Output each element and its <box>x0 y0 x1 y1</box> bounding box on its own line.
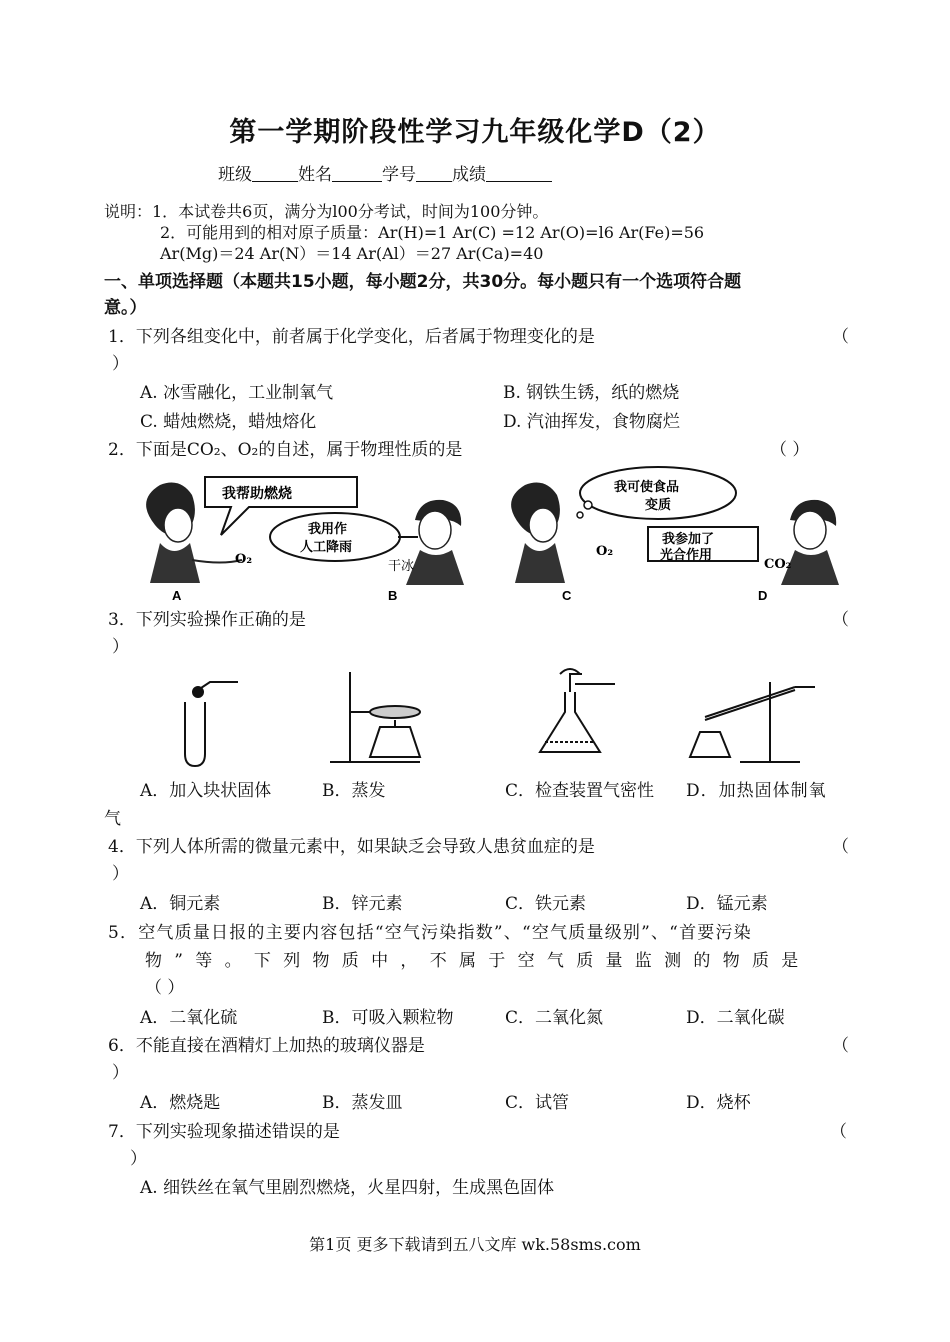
question-3-option-d-wrap: 气 <box>104 809 121 829</box>
question-1-option-d[interactable]: D. 汽油挥发，食物腐烂 <box>503 412 680 432</box>
bubble-b-text-2: 人工降雨 <box>300 540 353 555</box>
figure-b-boy <box>406 500 464 585</box>
figure-label-d: D <box>758 588 768 603</box>
dry-ice-label: 干冰 <box>388 559 415 574</box>
number-label: 学号 <box>382 165 416 185</box>
page-footer: 第1页 更多下载请到五八文库 wk.58sms.com <box>309 1235 641 1254</box>
test-tube-icon <box>185 682 238 766</box>
notes-line-1: 说明：1．本试卷共6页，满分为l00分考试，时间为100分钟。 <box>104 202 549 221</box>
question-5-option-c[interactable]: C．二氧化氮 <box>505 1008 604 1028</box>
section-heading-wrap: 意。） <box>104 298 147 318</box>
bubble-c-text-2: 变质 <box>645 498 672 513</box>
question-4-paren-close: ） <box>112 864 129 884</box>
bubble-b-text-1: 我用作 <box>308 522 348 537</box>
student-info-line <box>218 160 552 185</box>
question-2-paren: （ ） <box>770 440 810 460</box>
question-6-stem: 6．不能直接在酒精灯上加热的玻璃仪器是 <box>108 1036 425 1056</box>
question-3-paren-close: ） <box>112 637 129 657</box>
question-6-paren-open: （ <box>832 1036 849 1056</box>
class-label: 班级 <box>218 165 252 185</box>
figure-label-b: B <box>388 588 398 603</box>
notes-line-3: Ar(Mg)＝24 Ar(N）＝14 Ar(Al）＝27 Ar(Ca)=40 <box>160 244 544 263</box>
figure-d-boy <box>781 500 839 585</box>
heating-solid-icon <box>690 682 815 762</box>
question-2-figure <box>130 465 870 610</box>
question-3-option-d[interactable]: D．加热固体制氧 <box>686 781 827 801</box>
evaporation-setup-icon <box>330 672 420 762</box>
question-1-option-a[interactable]: A. 冰雪融化，工业制氧气 <box>140 383 334 403</box>
figure-c-girl <box>511 483 565 583</box>
o2-label-a: O₂ <box>235 552 253 567</box>
bubble-c-text-1: 我可使食品 <box>614 480 680 495</box>
question-4-stem: 4．下列人体所需的微量元素中，如果缺乏会导致人患贫血症的是 <box>108 837 595 857</box>
bubble-d-text-2: 光合作用 <box>660 548 713 563</box>
figure-label-c: C <box>562 588 572 603</box>
question-6-option-d[interactable]: D．烧杯 <box>686 1093 751 1113</box>
question-4-option-a[interactable]: A．铜元素 <box>140 894 221 914</box>
class-blank[interactable] <box>252 165 298 182</box>
question-6-option-b[interactable]: B．蒸发皿 <box>322 1093 403 1113</box>
question-3-figure <box>180 662 820 770</box>
question-7-paren-open: （ <box>830 1122 847 1142</box>
bubble-a-text: 我帮助燃烧 <box>222 486 292 502</box>
question-3-option-b[interactable]: B．蒸发 <box>322 781 386 801</box>
question-5-stem-1: 5．空气质量日报的主要内容包括“空气污染指数”、“空气质量级别”、“首要污染 <box>108 923 752 943</box>
notes-line-2: 2．可能用到的相对原子质量：Ar(H)=1 Ar(C) =12 Ar(O)=l6 Ar(Fe)=56 <box>160 223 705 242</box>
question-7-stem: 7．下列实验现象描述错误的是 <box>108 1122 340 1142</box>
score-label: 成绩 <box>452 165 486 185</box>
question-4-option-d[interactable]: D．锰元素 <box>686 894 768 914</box>
question-4-paren-open: （ <box>832 837 849 857</box>
question-1-option-b[interactable]: B. 钢铁生锈，纸的燃烧 <box>503 383 680 403</box>
question-7-paren-close: ） <box>130 1149 147 1169</box>
question-5-option-d[interactable]: D．二氧化碳 <box>686 1008 785 1028</box>
question-3-paren-open: （ <box>832 610 849 630</box>
section-heading: 一、单项选择题（本题共15小题，每小题2分，共30分。每小题只有一个选项符合题 <box>104 272 742 292</box>
flask-airtight-icon <box>540 669 615 752</box>
question-5-paren: （ ） <box>145 978 185 998</box>
name-label: 姓名 <box>298 165 332 185</box>
bubble-d-text-1: 我参加了 <box>662 532 715 547</box>
question-1-stem: 1．下列各组变化中，前者属于化学变化，后者属于物理变化的是 <box>108 327 595 347</box>
o2-label-c: O₂ <box>596 544 614 559</box>
question-6-option-c[interactable]: C．试管 <box>505 1093 570 1113</box>
score-blank[interactable] <box>486 165 552 182</box>
question-7-option-a[interactable]: A. 细铁丝在氧气里剧烈燃烧，火星四射，生成黑色固体 <box>140 1178 555 1198</box>
question-3-stem: 3．下列实验操作正确的是 <box>108 610 306 630</box>
question-6-paren-close: ） <box>112 1063 129 1083</box>
question-5-option-a[interactable]: A．二氧化硫 <box>140 1008 238 1028</box>
question-4-option-b[interactable]: B．锌元素 <box>322 894 403 914</box>
question-5-option-b[interactable]: B．可吸入颗粒物 <box>322 1008 454 1028</box>
question-2-stem: 2．下面是CO₂、O₂的自述，属于物理性质的是 <box>108 440 463 460</box>
question-3-option-c[interactable]: C．检查装置气密性 <box>505 781 655 801</box>
number-blank[interactable] <box>416 165 452 182</box>
question-4-option-c[interactable]: C．铁元素 <box>505 894 587 914</box>
question-5-stem-2: 物”等。下列物质中，不属于空气质量监测的物质是 <box>145 951 811 971</box>
question-3-option-a[interactable]: A．加入块状固体 <box>140 781 272 801</box>
page-title: 第一学期阶段性学习九年级化学D（2） <box>229 117 721 148</box>
co2-label-d: CO₂ <box>764 557 792 572</box>
question-1-paren-open: （ <box>832 327 849 347</box>
question-6-option-a[interactable]: A．燃烧匙 <box>140 1093 221 1113</box>
question-1-option-c[interactable]: C. 蜡烛燃烧，蜡烛熔化 <box>140 412 317 432</box>
question-1-paren-close: ） <box>112 354 129 374</box>
figure-label-a: A <box>172 588 182 603</box>
name-blank[interactable] <box>332 165 382 182</box>
